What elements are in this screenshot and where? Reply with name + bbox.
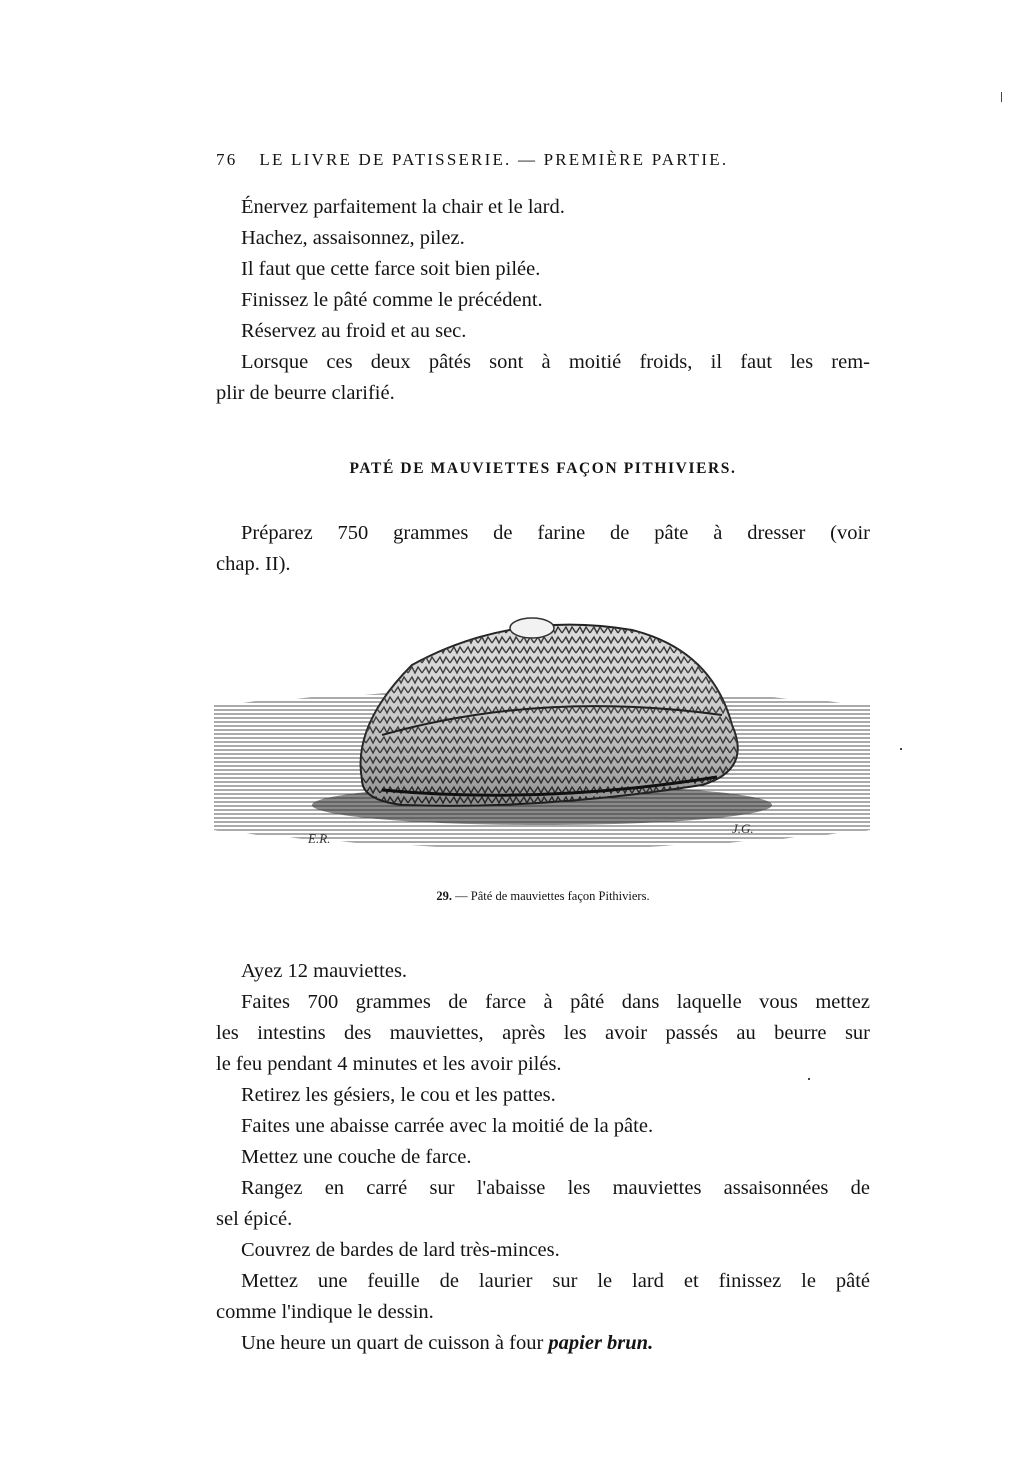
text-line: Réservez au froid et au sec.	[241, 320, 467, 342]
text-line: le feu pendant 4 minutes et les avoir pilés.	[216, 1053, 562, 1075]
pie-knob	[510, 618, 554, 638]
pate-illustration	[212, 605, 872, 875]
text-line: Faites une abaisse carrée avec la moitié de la pâte.	[241, 1115, 654, 1137]
scan-speck	[900, 748, 902, 750]
text-line: plir de beurre clarifié.	[216, 382, 395, 404]
text-line: chap. II).	[216, 553, 291, 575]
text-line: Faites 700 grammes de farce à pâté dans laquelle vous mettez	[241, 991, 870, 1013]
text-line: Préparez 750 grammes de farine de pâte à dresser (voir	[241, 522, 870, 544]
running-title: LE LIVRE DE PATISSERIE. — PREMIÈRE PARTIE.	[259, 150, 729, 169]
text-line: les intestins des mauviettes, après les avoir passés au beurre sur	[216, 1022, 870, 1044]
text-line: Il faut que cette farce soit bien pilée.	[241, 258, 541, 280]
engraver-mark-left: E.R.	[308, 831, 331, 846]
intro-paragraph	[216, 518, 870, 580]
text-line: Hachez, assaisonnez, pilez.	[241, 227, 465, 249]
scan-speck	[1001, 92, 1002, 102]
text-line: sel épicé.	[216, 1208, 293, 1230]
caption-number: 29.	[436, 889, 453, 903]
text-line: comme l'indique le dessin.	[216, 1301, 434, 1323]
pie-shading	[361, 625, 738, 806]
engraver-mark-right: J.G.	[732, 821, 754, 836]
recipe-paragraphs	[216, 956, 870, 1359]
caption-text: — Pâté de mauviettes façon Pithiviers.	[455, 889, 650, 903]
section-title: PATÉ DE MAUVIETTES FAÇON PITHIVIERS.	[349, 460, 737, 477]
scan-speck	[808, 1078, 810, 1080]
text-line: Finissez le pâté comme le précédent.	[241, 289, 543, 311]
engraving-svg	[212, 605, 872, 875]
text-line: Rangez en carré sur l'abaisse les mauviettes assaisonnées de	[241, 1177, 870, 1199]
running-head	[216, 150, 856, 170]
text-line: Lorsque ces deux pâtés sont à moitié froids, il faut les rem-	[241, 351, 870, 373]
text-line: Retirez les gésiers, le cou et les pattes.	[241, 1084, 556, 1106]
text-line: Couvrez de bardes de lard très-minces.	[241, 1239, 560, 1261]
text-line: Mettez une couche de farce.	[241, 1146, 472, 1168]
last-line-text: Une heure un quart de cuisson à four	[241, 1332, 544, 1354]
top-paragraphs	[216, 192, 870, 409]
last-line-emphasis: papier brun.	[548, 1332, 654, 1354]
figure-caption	[216, 889, 870, 904]
text-line	[216, 1328, 870, 1359]
text-line: Ayez 12 mauviettes.	[241, 960, 408, 982]
text-line: Mettez une feuille de laurier sur le lard et finissez le pâté	[241, 1270, 870, 1292]
page-number: 76	[216, 150, 238, 169]
text-line: Énervez parfaitement la chair et le lard.	[241, 196, 565, 218]
